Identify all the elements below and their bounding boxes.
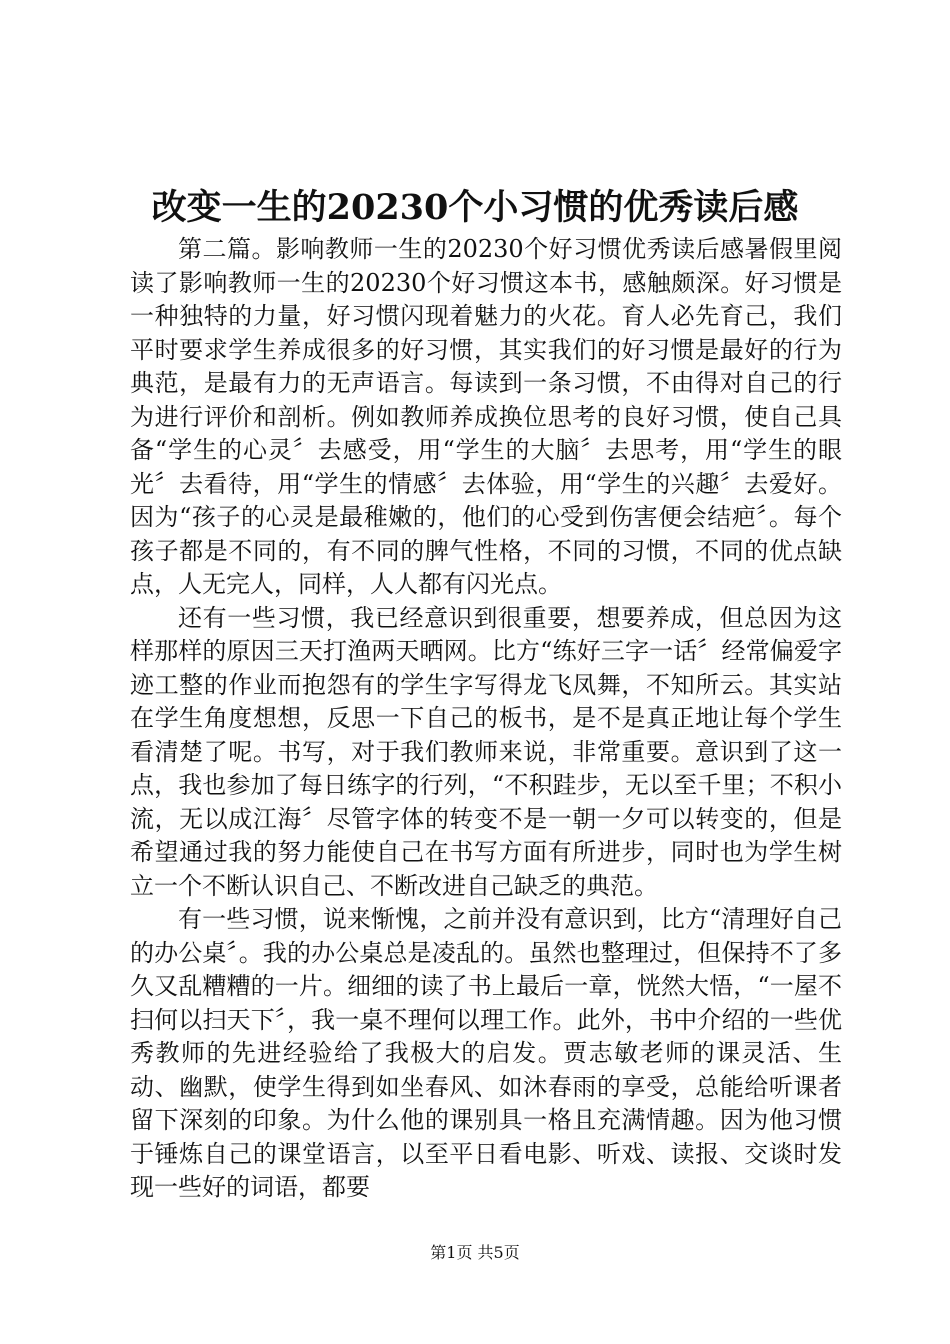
paragraph-1: 第二篇。影响教师一生的20230个好习惯优秀读后感暑假里阅读了影响教师一生的20230个好习惯这本书，感触颇深。好习惯是一种独特的力量，好习惯闪现着魅力的火花。育人必先育己，我们平时要求学生养成很多的好习惯，其实我们的好习惯是最好的行为典范，是最有力的无声语言。每读到一条习惯，不由得对自己的行为进行评价和剖析。例如教师养成换位思考的良好习惯，使自己具备“学生的心灵〞去感受，用“学生的大脑〞去思考，用“学生的眼光〞去看待，用“学生的情感〞去体验，用“学生的兴趣〞去爱好。因为“孩子的心灵是最稚嫩的，他们的心受到伤害便会结疤〞。每个孩子都是不同的，有不同的脾气性格，不同的习惯，不同的优点缺点，人无完人，同样，人人都有闪光点。: [130, 235, 842, 598]
paragraph-2: 还有一些习惯，我已经意识到很重要，想要养成，但总因为这样那样的原因三天打渔两天晒网。比方“练好三字一话〞经常偏爱字迹工整的作业而抱怨有的学生字写得龙飞凤舞，不知所云。其实站在学生角度想想，反思一下自己的板书，是不是真正地让每个学生看清楚了呢。书写，对于我们教师来说，非常重要。意识到了这一点，我也参加了每日练字的行列，“不积跬步，无以至千里；不积小流，无以成江海〞尽管字体的转变不是一朝一夕可以转变的，但是希望通过我的努力能使自己在书写方面有所进步，同时也为学生树立一个不断认识自己、不断改进自己缺乏的典范。: [130, 603, 842, 900]
paragraph-3: 有一些习惯，说来惭愧，之前并没有意识到，比方“清理好自己的办公桌〞。我的办公桌总是凌乱的。虽然也整理过，但保持不了多久又乱糟糟的一片。细细的读了书上最后一章，恍然大悟，“一屋不扫何以扫天下〞，我一桌不理何以理工作。此外，书中介绍的一些优秀教师的先进经验给了我极大的启发。贾志敏老师的课灵活、生动、幽默，使学生得到如坐春风、如沐春雨的享受，总能给听课者留下深刻的印象。为什么他的课别具一格且充满情趣。因为他习惯于锤炼自己的课堂语言，以至平日看电影、听戏、读报、交谈时发现一些好的词语，都要: [130, 905, 842, 1201]
document-body: [130, 233, 842, 1205]
document-title: 改变一生的20230个小习惯的优秀读后感: [151, 187, 799, 228]
page-footer: 第1页 共5页: [430, 1243, 520, 1262]
